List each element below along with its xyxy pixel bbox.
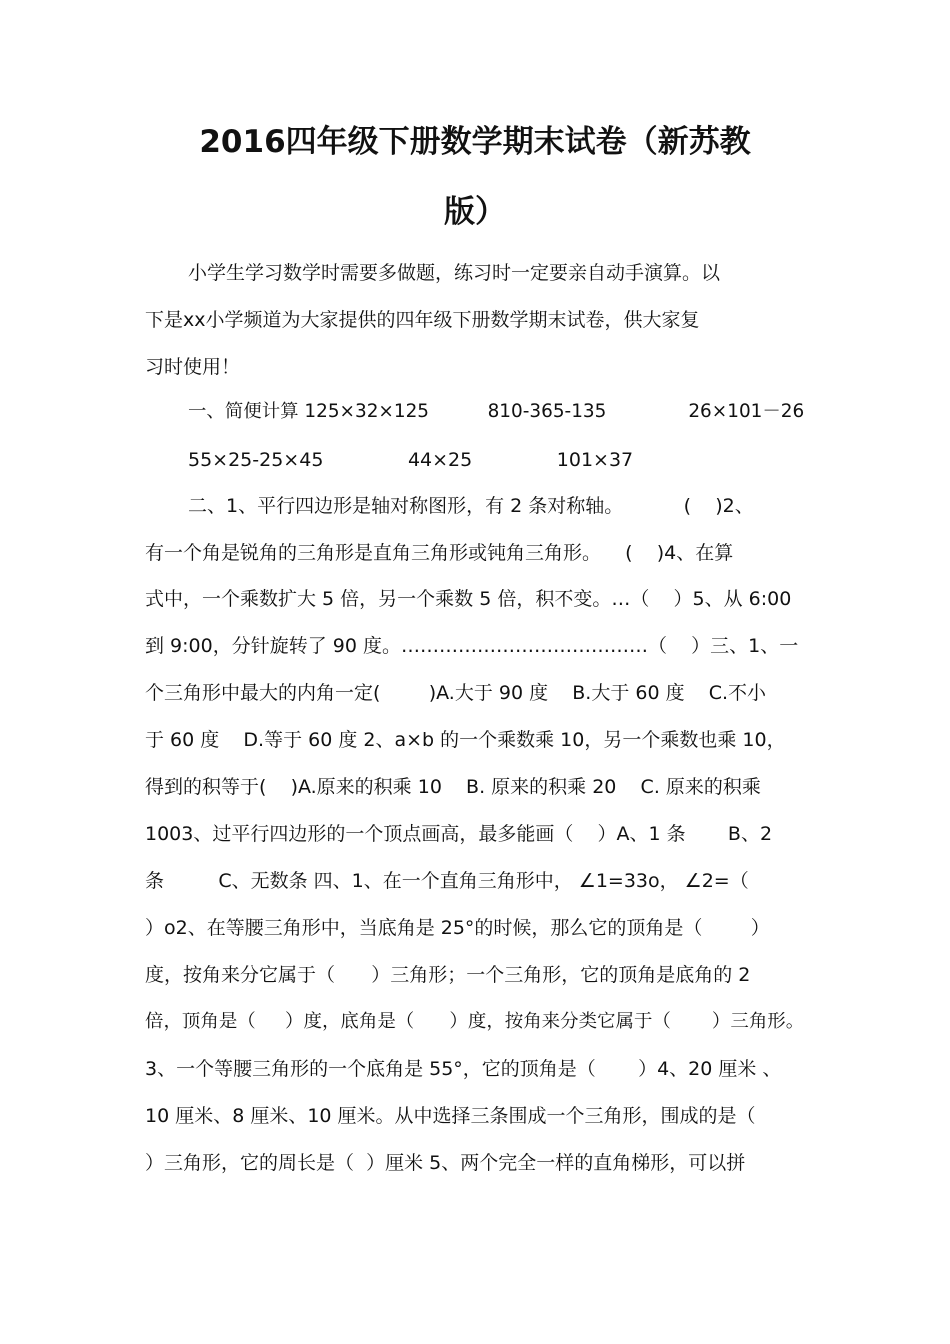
paragraph-line: 个三角形中最大的内角一定( )A.大于 90 度 B.大于 60 度 C.不小 — [145, 682, 767, 704]
paragraph-line: 式中，一个乘数扩大 5 倍，另一个乘数 5 倍，积不变。…（ ）5、从 6:00 — [145, 588, 792, 610]
paragraph-line: 倍，顶角是（ ）度，底角是（ ）度，按角来分类它属于（ ）三角形。 — [145, 1011, 805, 1032]
paragraph-line: 10 厘米、8 厘米、10 厘米。从中选择三条围成一个三角形，围成的是（ — [145, 1105, 756, 1127]
paragraph-line: 条 C、无数条 四、1、在一个直角三角形中， ∠1=33o， ∠2=（ — [145, 870, 749, 892]
paragraph-line: 二、1、平行四边形是轴对称图形，有 2 条对称轴。 ( )2、 — [188, 495, 754, 517]
paragraph-line: 于 60 度 D.等于 60 度 2、a×b 的一个乘数乘 10，另一个乘数也乘 10， — [145, 729, 786, 751]
paragraph-line: 到 9:00，分针旋转了 90 度。…………………………………（ ）三、1、一 — [145, 635, 799, 657]
paragraph-line: 下是xx小学频道为大家提供的四年级下册数学期末试卷，供大家复 — [145, 309, 700, 331]
paragraph-line: 度，按角来分它属于（ ）三角形；一个三角形，它的顶角是底角的 2 — [145, 964, 751, 986]
document-title-line-1: 2016四年级下册数学期末试卷（新苏教 — [199, 124, 751, 160]
paragraph-line: 有一个角是锐角的三角形是直角三角形或钝角三角形。 ( )4、在算 — [145, 542, 734, 564]
document-title-line-2: 版） — [444, 194, 506, 230]
paragraph-line: 一、简便计算 125×32×125 810-365-135 26×101－26 — [188, 401, 805, 422]
paragraph-line: 55×25-25×45 44×25 101×37 — [188, 449, 634, 471]
paragraph-line: ）o2、在等腰三角形中，当底角是 25°的时候，那么它的顶角是（ ） — [145, 917, 770, 939]
paragraph-line: 1003、过平行四边形的一个顶点画高，最多能画（ ）A、1 条 B、2 — [145, 823, 773, 845]
paragraph-line: 小学生学习数学时需要多做题，练习时一定要亲自动手演算。以 — [188, 262, 721, 284]
paragraph-line: ）三角形，它的周长是（ ）厘米 5、两个完全一样的直角梯形，可以拼 — [145, 1152, 746, 1174]
paragraph-line: 3、一个等腰三角形的一个底角是 55°，它的顶角是（ ）4、20 厘米 、 — [145, 1058, 782, 1080]
paragraph-line: 得到的积等于( )A.原来的积乘 10 B. 原来的积乘 20 C. 原来的积乘 — [145, 776, 761, 798]
paragraph-line: 习时使用！ — [145, 356, 241, 378]
